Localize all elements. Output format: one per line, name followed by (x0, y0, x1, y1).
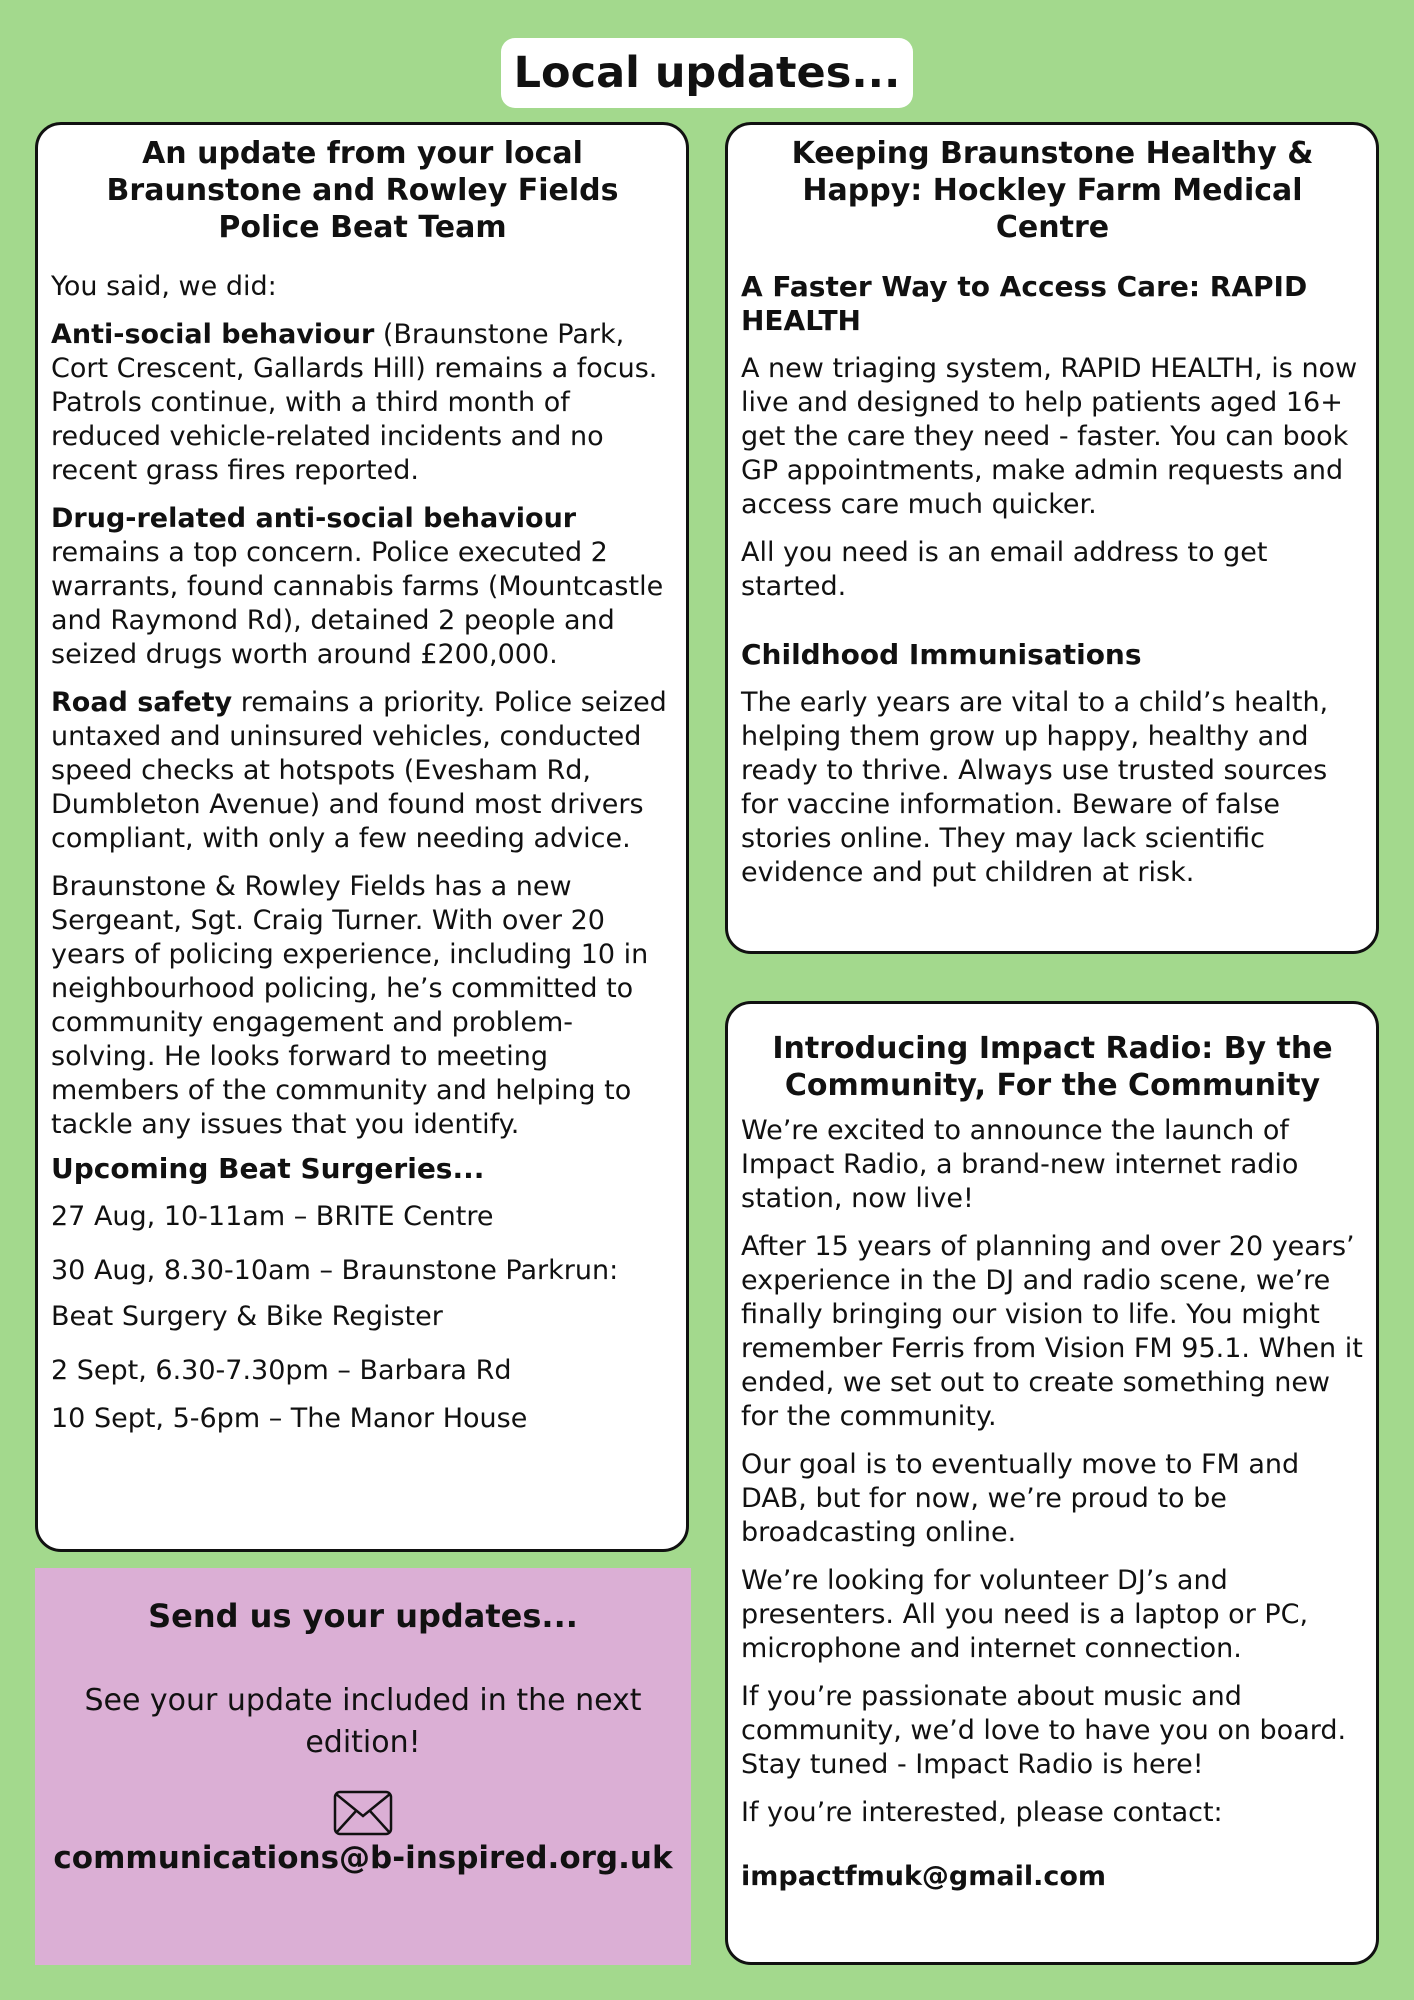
radio-heading: Introducing Impact Radio: By the Community, For the Community (772, 1031, 1333, 1103)
radio-contact-prompt: If you’re interested, please contact: (741, 1797, 1223, 1828)
surgery-item: 10 Sept, 5-6pm – The Manor House (51, 1403, 528, 1434)
send-updates-panel (35, 1568, 691, 1965)
road-text: remains a priority. Police seized untaxed and uninsured vehicles, conducted speed checks at hotspots (Evesham Rd, Dumbleton Avenue) and found most drivers compliant, with only a few needing advice. (51, 687, 667, 854)
envelope-icon (333, 1790, 393, 1836)
asb-paragraph (51, 318, 674, 488)
radio-paragraph-3: Our goal is to eventually move to FM and DAB, but for now, we’re proud to be broadcasting online. (741, 1449, 1300, 1548)
surgery-item: 30 Aug, 8.30-10am – Braunstone Parkrun: (51, 1255, 619, 1286)
send-updates-heading: Send us your updates... (148, 1597, 578, 1635)
police-intro: You said, we did: (51, 271, 277, 302)
asb-lead: Anti-social behaviour (51, 319, 375, 350)
immunisations-heading: Childhood Immunisations (741, 638, 1142, 671)
drug-lead: Drug-related anti-social behaviour (51, 503, 577, 534)
asb-text: (Braunstone Park, Cort Crescent, Gallards Hill) remains a focus. Patrols continue, with a third month of reduced vehicle-related incidents and no recent grass fires reported. (51, 319, 658, 486)
page-title: Local updates... (501, 38, 913, 108)
health-card (725, 122, 1379, 954)
drug-paragraph (51, 502, 674, 672)
surgery-item: 2 Sept, 6.30-7.30pm – Barbara Rd (51, 1355, 512, 1386)
road-paragraph (51, 686, 674, 856)
sergeant-paragraph: Braunstone & Rowley Fields has a new Sergeant, Sgt. Craig Turner. With over 20 years of policing experience, including 10 in neighbourhood policing, he’s committed to community engagement and problem-solving. He looks forward to meeting members of the community and helping to tackle any issues that you identify. (51, 871, 649, 1140)
surgery-item: Beat Surgery & Bike Register (51, 1301, 443, 1332)
radio-paragraph-5: If you’re passionate about music and community, we’d love to have you on board. Stay tuned - Impact Radio is here! (741, 1681, 1347, 1780)
impact-radio-card (725, 1001, 1379, 1965)
rapid-health-heading: A Faster Way to Access Care: RAPID HEALTH (741, 270, 1308, 337)
health-heading: Keeping Braunstone Healthy & Happy: Hockley Farm Medical Centre (791, 136, 1314, 245)
radio-email-link[interactable]: impactfmuk@gmail.com (741, 1861, 1107, 1892)
police-update-card (35, 122, 689, 1552)
radio-paragraph-2: After 15 years of planning and over 20 years’ experience in the DJ and radio scene, we’re finally bringing our vision to life. You might remember Ferris from Vision FM 95.1. When it ended, we set out to create something new for the community. (741, 1231, 1363, 1432)
surgeries-heading: Upcoming Beat Surgeries... (51, 1152, 485, 1185)
immunisations-paragraph: The early years are vital to a child’s health, helping them grow up happy, healthy and ready to thrive. Always use trusted sources for vaccine information. Beware of false stories online. They may lack scientific evidence and put children at risk. (741, 687, 1329, 888)
radio-paragraph-1: We’re excited to announce the launch of Impact Radio, a brand-new internet radio station, now live! (741, 1115, 1299, 1214)
rapid-health-paragraph: A new triaging system, RAPID HEALTH, is now live and designed to help patients aged 16+ get the care they need - faster. You can book GP appointments, make admin requests and access care much quicker. (741, 353, 1358, 520)
road-lead: Road safety (51, 687, 233, 718)
surgery-item: 27 Aug, 10-11am – BRITE Centre (51, 1201, 494, 1232)
drug-text: remains a top concern. Police executed 2 warrants, found cannabis farms (Mountcastle and Raymond Rd), detained 2 people and seized drugs worth around £200,000. (51, 537, 664, 670)
rapid-health-paragraph-2: All you need is an email address to get started. (741, 537, 1268, 602)
send-updates-email-link[interactable]: communications@b-inspired.org.uk (53, 1840, 673, 1876)
send-updates-text: See your update included in the next edition! (84, 1683, 642, 1760)
radio-paragraph-4: We’re looking for volunteer DJ’s and presenters. All you need is a laptop or PC, microphone and internet connection. (741, 1565, 1309, 1664)
police-heading: An update from your local Braunstone and Rowley Fields Police Beat Team (106, 136, 619, 245)
